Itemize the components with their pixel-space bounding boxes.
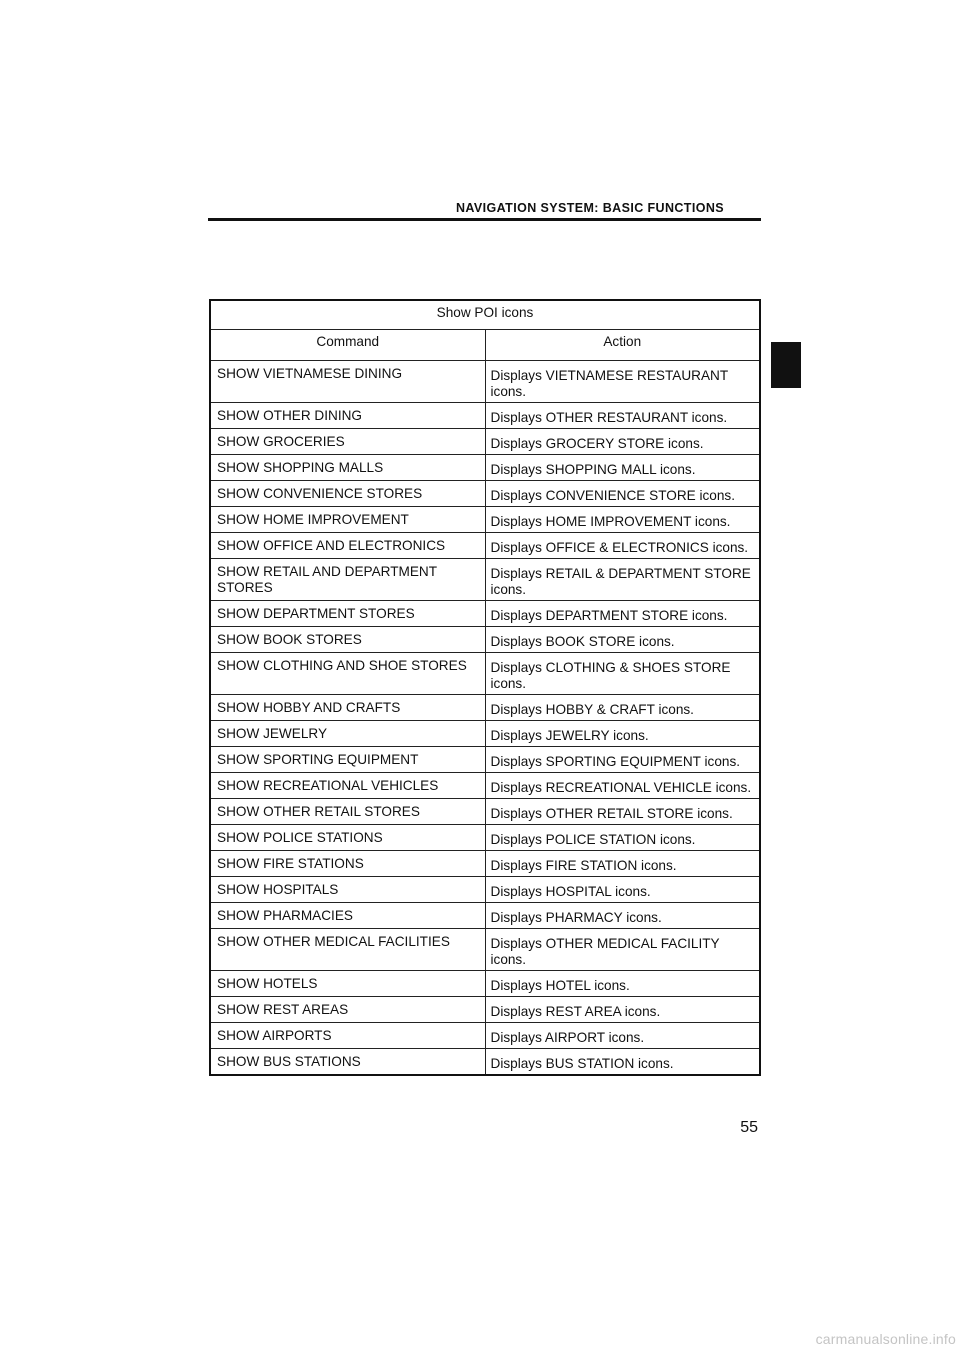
action-cell: Displays RECREATIONAL VEHICLE icons. bbox=[485, 773, 760, 799]
table-row bbox=[210, 929, 760, 971]
table-row bbox=[210, 825, 760, 851]
action-cell: Displays AIRPORT icons. bbox=[485, 1023, 760, 1049]
poi-command-table bbox=[209, 299, 761, 1076]
command-cell: SHOW OFFICE AND ELECTRONICS bbox=[210, 533, 485, 559]
table-row bbox=[210, 1023, 760, 1049]
action-cell: Displays PHARMACY icons. bbox=[485, 903, 760, 929]
command-cell: SHOW BOOK STORES bbox=[210, 627, 485, 653]
action-cell: Displays JEWELRY icons. bbox=[485, 721, 760, 747]
action-cell: Displays POLICE STATION icons. bbox=[485, 825, 760, 851]
action-cell: Displays OTHER RETAIL STORE icons. bbox=[485, 799, 760, 825]
action-cell: Displays GROCERY STORE icons. bbox=[485, 429, 760, 455]
action-cell: Displays BOOK STORE icons. bbox=[485, 627, 760, 653]
action-cell: Displays DEPARTMENT STORE icons. bbox=[485, 601, 760, 627]
table-row bbox=[210, 533, 760, 559]
table-row bbox=[210, 361, 760, 403]
table-row bbox=[210, 799, 760, 825]
action-cell: Displays OTHER RESTAURANT icons. bbox=[485, 403, 760, 429]
command-cell: SHOW HOTELS bbox=[210, 971, 485, 997]
column-header-command: Command bbox=[210, 330, 485, 361]
action-cell: Displays FIRE STATION icons. bbox=[485, 851, 760, 877]
table-row bbox=[210, 997, 760, 1023]
command-cell: SHOW AIRPORTS bbox=[210, 1023, 485, 1049]
action-cell: Displays SPORTING EQUIPMENT icons. bbox=[485, 747, 760, 773]
action-cell: Displays RETAIL & DEPARTMENT STORE icons. bbox=[485, 559, 760, 601]
command-cell: SHOW VIETNAMESE DINING bbox=[210, 361, 485, 403]
table-row bbox=[210, 559, 760, 601]
command-cell: SHOW REST AREAS bbox=[210, 997, 485, 1023]
command-cell: SHOW HOBBY AND CRAFTS bbox=[210, 695, 485, 721]
command-cell: SHOW PHARMACIES bbox=[210, 903, 485, 929]
table-body bbox=[210, 361, 760, 1076]
command-cell: SHOW RECREATIONAL VEHICLES bbox=[210, 773, 485, 799]
action-cell: Displays BUS STATION icons. bbox=[485, 1049, 760, 1076]
command-cell: SHOW DEPARTMENT STORES bbox=[210, 601, 485, 627]
action-cell: Displays SHOPPING MALL icons. bbox=[485, 455, 760, 481]
command-cell: SHOW GROCERIES bbox=[210, 429, 485, 455]
command-cell: SHOW HOSPITALS bbox=[210, 877, 485, 903]
table-row bbox=[210, 507, 760, 533]
command-cell: SHOW OTHER MEDICAL FACILITIES bbox=[210, 929, 485, 971]
table-row bbox=[210, 695, 760, 721]
chapter-thumb-tab bbox=[771, 342, 801, 388]
table-row bbox=[210, 627, 760, 653]
column-header-action: Action bbox=[485, 330, 760, 361]
table-row bbox=[210, 653, 760, 695]
table-row bbox=[210, 601, 760, 627]
command-cell: SHOW OTHER DINING bbox=[210, 403, 485, 429]
command-cell: SHOW OTHER RETAIL STORES bbox=[210, 799, 485, 825]
command-cell: SHOW SHOPPING MALLS bbox=[210, 455, 485, 481]
action-cell: Displays CONVENIENCE STORE icons. bbox=[485, 481, 760, 507]
table-row bbox=[210, 429, 760, 455]
table-row bbox=[210, 481, 760, 507]
table-row bbox=[210, 1049, 760, 1076]
table-row bbox=[210, 747, 760, 773]
action-cell: Displays OFFICE & ELECTRONICS icons. bbox=[485, 533, 760, 559]
command-cell: SHOW CLOTHING AND SHOE STORES bbox=[210, 653, 485, 695]
command-cell: SHOW JEWELRY bbox=[210, 721, 485, 747]
action-cell: Displays HOBBY & CRAFT icons. bbox=[485, 695, 760, 721]
action-cell: Displays HOME IMPROVEMENT icons. bbox=[485, 507, 760, 533]
command-cell: SHOW FIRE STATIONS bbox=[210, 851, 485, 877]
header-rule bbox=[208, 218, 761, 221]
table-row bbox=[210, 773, 760, 799]
action-cell: Displays OTHER MEDICAL FACILITY icons. bbox=[485, 929, 760, 971]
table-row bbox=[210, 851, 760, 877]
table-row bbox=[210, 903, 760, 929]
watermark: carmanualsonline.info bbox=[815, 1331, 956, 1347]
action-cell: Displays HOTEL icons. bbox=[485, 971, 760, 997]
section-header: NAVIGATION SYSTEM: BASIC FUNCTIONS bbox=[456, 201, 725, 215]
command-cell: SHOW BUS STATIONS bbox=[210, 1049, 485, 1076]
table-caption: Show POI icons bbox=[210, 300, 760, 330]
command-cell: SHOW HOME IMPROVEMENT bbox=[210, 507, 485, 533]
table-row bbox=[210, 721, 760, 747]
command-cell: SHOW RETAIL AND DEPARTMENT STORES bbox=[210, 559, 485, 601]
action-cell: Displays HOSPITAL icons. bbox=[485, 877, 760, 903]
action-cell: Displays CLOTHING & SHOES STORE icons. bbox=[485, 653, 760, 695]
command-cell: SHOW CONVENIENCE STORES bbox=[210, 481, 485, 507]
table-row bbox=[210, 455, 760, 481]
command-cell: SHOW POLICE STATIONS bbox=[210, 825, 485, 851]
table-row bbox=[210, 971, 760, 997]
command-cell: SHOW SPORTING EQUIPMENT bbox=[210, 747, 485, 773]
page-number: 55 bbox=[740, 1119, 758, 1136]
table-row bbox=[210, 877, 760, 903]
action-cell: Displays VIETNAMESE RESTAURANT icons. bbox=[485, 361, 760, 403]
action-cell: Displays REST AREA icons. bbox=[485, 997, 760, 1023]
table-row bbox=[210, 403, 760, 429]
